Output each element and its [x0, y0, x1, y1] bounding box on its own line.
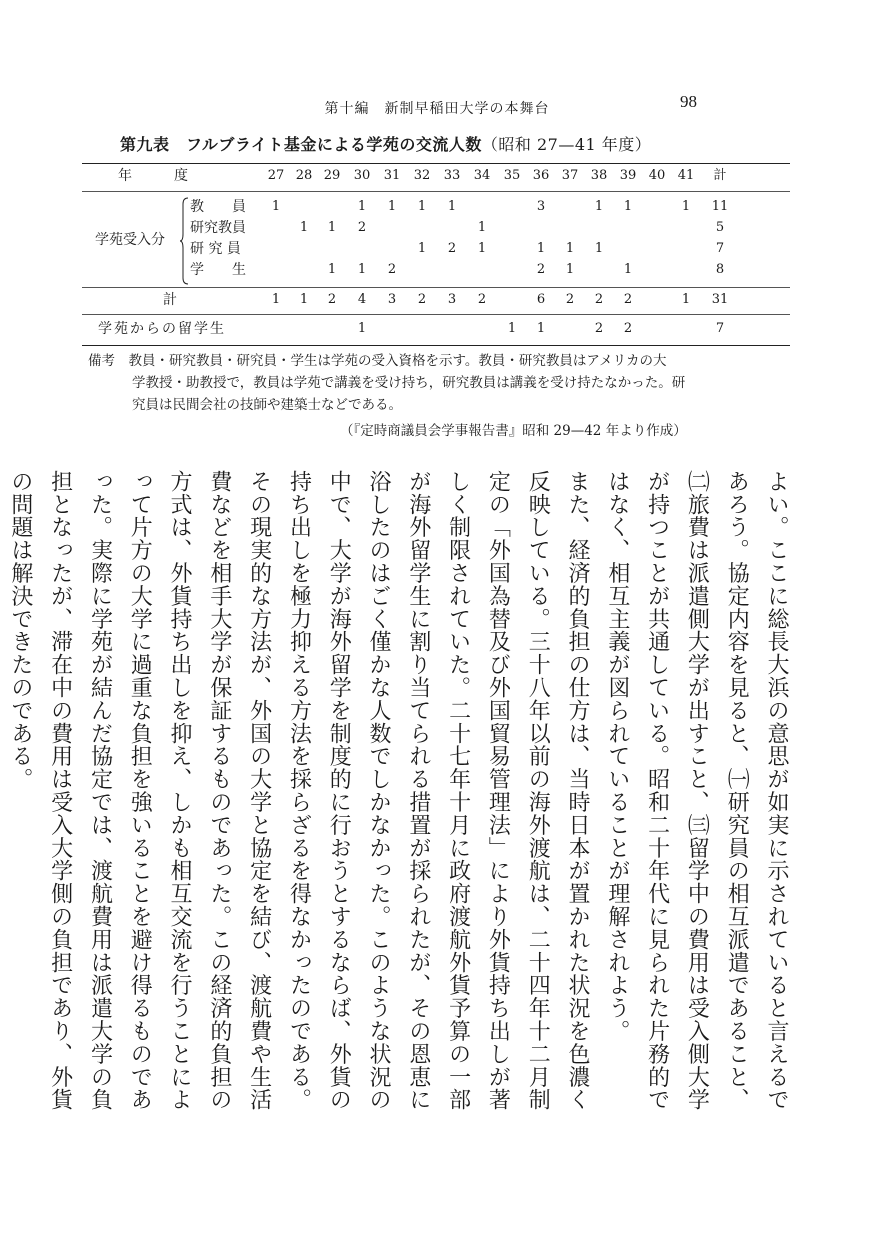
table-cell: 1	[387, 199, 397, 214]
foreign-cell: 1	[536, 321, 546, 336]
table-cell: 2	[536, 262, 546, 277]
total-cell: 2	[565, 292, 575, 307]
row-label: 教 員	[190, 199, 246, 215]
total-cell: 2	[327, 292, 337, 307]
year-header: 35	[503, 168, 521, 183]
total-cell: 6	[536, 292, 546, 307]
total-cell: 2	[623, 292, 633, 307]
year-header: 39	[619, 168, 637, 183]
year-header: 33	[443, 168, 461, 183]
table-cell: 1	[594, 199, 604, 214]
year-header: 32	[413, 168, 431, 183]
total-cell: 31	[711, 292, 729, 307]
table-bottom-rule	[82, 345, 790, 346]
table-cell: 2	[447, 241, 457, 256]
table-cell: 1	[417, 199, 427, 214]
table-cell: 1	[447, 199, 457, 214]
table-cell: 1	[417, 241, 427, 256]
table-cell: 1	[327, 220, 337, 235]
row-label: 研 究 員	[190, 241, 241, 257]
year-header: 28	[295, 168, 313, 183]
total-cell: 3	[447, 292, 457, 307]
row-label: 研究教員	[190, 220, 246, 236]
year-header: 29	[323, 168, 341, 183]
table-cell: 7	[715, 241, 725, 256]
table-cell: 1	[477, 220, 487, 235]
year-header: 34	[473, 168, 491, 183]
notes-line-3: 究員は民間会社の技師や建築士などである。	[132, 397, 402, 413]
foreign-cell: 1	[507, 321, 517, 336]
table-cell: 1	[477, 241, 487, 256]
table-title-period: （昭和 27—41 年度）	[481, 135, 652, 154]
table-source: （『定時商議員会学事報告書』昭和 29—42 年より作成）	[340, 423, 687, 439]
year-header: 31	[383, 168, 401, 183]
table-cell: 2	[357, 220, 367, 235]
total-cell: 1	[299, 292, 309, 307]
foreign-cell: 1	[357, 321, 367, 336]
table-cell: 1	[594, 241, 604, 256]
table-cell: 1	[271, 199, 281, 214]
year-header: 36	[532, 168, 550, 183]
page-number: 98	[680, 92, 697, 111]
table-header-rule	[82, 191, 790, 192]
total-cell: 2	[477, 292, 487, 307]
table-cell: 1	[357, 199, 367, 214]
table-group-rule	[82, 287, 790, 288]
year-header: 40	[648, 168, 666, 183]
table-cell: 1	[536, 241, 546, 256]
group-label: 学苑受入分	[95, 232, 165, 248]
year-header: 30	[353, 168, 371, 183]
year-header: 38	[590, 168, 608, 183]
foreign-row-label: 学苑からの留学生	[98, 321, 226, 337]
total-row-label: 計	[163, 292, 177, 308]
table-cell: 11	[711, 199, 729, 214]
body-paragraph-1: よい。ここに総長大浜の意思が如実に示されていると言えるであろう。協定内容を見ると、㈠研究員の相互派遣であること、㈡旅費は派遣側大学が出すこと、㈢留学中の費用は受入側大学が持つことが共通している。昭和二十年代に見られた片務的ではなく、相互主義が図られていることが理解されよう。	[604, 470, 789, 1112]
foreign-cell: 7	[715, 321, 725, 336]
table-cell: 1	[565, 241, 575, 256]
table-cell: 1	[565, 262, 575, 277]
total-cell: 4	[357, 292, 367, 307]
total-cell: 2	[594, 292, 604, 307]
table-cell: 1	[327, 262, 337, 277]
row-label: 学 生	[190, 262, 246, 278]
year-header: 27	[267, 168, 285, 183]
notes-line-1: 備考 教員・研究教員・研究員・学生は学苑の受入資格を示す。教員・研究教員はアメリカの大	[88, 353, 667, 369]
year-header: 37	[561, 168, 579, 183]
table-notes	[88, 350, 768, 416]
table-title	[120, 132, 651, 155]
table-top-rule	[82, 163, 790, 164]
foreign-cell: 2	[594, 321, 604, 336]
notes-line-2: 学教授・助教授で，教員は学苑で講義を受け持ち，研究教員は講義を受け持たなかった。研	[132, 375, 686, 391]
table-cell: 2	[387, 262, 397, 277]
year-header: 計	[713, 168, 727, 183]
total-cell: 3	[387, 292, 397, 307]
running-head: 第十編 新制早稲田大学の本舞台	[324, 101, 550, 117]
table-cell: 5	[715, 220, 725, 235]
group-brace	[180, 196, 190, 286]
table-title-main: 第九表 フルブライト基金による学苑の交流人数	[120, 135, 482, 154]
header-year-label: 年 度	[118, 168, 188, 184]
foreign-cell: 2	[623, 321, 633, 336]
table-cell: 1	[623, 262, 633, 277]
table-total-rule	[82, 314, 790, 315]
table-cell: 1	[357, 262, 367, 277]
year-header: 41	[677, 168, 695, 183]
total-cell: 1	[271, 292, 281, 307]
table-cell: 1	[681, 199, 691, 214]
total-cell: 2	[417, 292, 427, 307]
table-cell: 1	[623, 199, 633, 214]
total-cell: 1	[681, 292, 691, 307]
table-cell: 3	[536, 199, 546, 214]
table-cell: 8	[715, 262, 725, 277]
body-paragraph-2: また、経済的負担の仕方は、当時日本が置かれた状況を色濃く反映している。三十八年以前の海外渡航は、二十四年十二月制定の「外国為替及び外国貿易管理法」により外貨持ち出しが著しく制限されていた。二十七年十月に政府渡航外貨予算の一部が海外留学生に割り当てられる措置が採られたが、その恩恵に浴したのはごく僅かな人数でしかなかった。このような状況の中で、大学が海外留学を制度的に行おうとするならば、外貨の持ち出しを極力抑える方法を採らざるを得なかったのである。その現実的な方法が、外国の大学と協定を結び、渡航費や生活費などを相手大学が保証するものであった。この経済的負担の方式は、外貨持ち出しを抑え、しかも相互交流を行うことによって片方の大学に過重な負担を強いることを避け得るものであった。実際に学苑が結んだ協定では、渡航費用は派遣大学の負担となったが、滞在中の費用は受入大学側の負担であり、外貨の問題は解決できたのである。	[7, 470, 591, 1112]
body-text	[7, 470, 796, 1120]
table-cell: 1	[299, 220, 309, 235]
